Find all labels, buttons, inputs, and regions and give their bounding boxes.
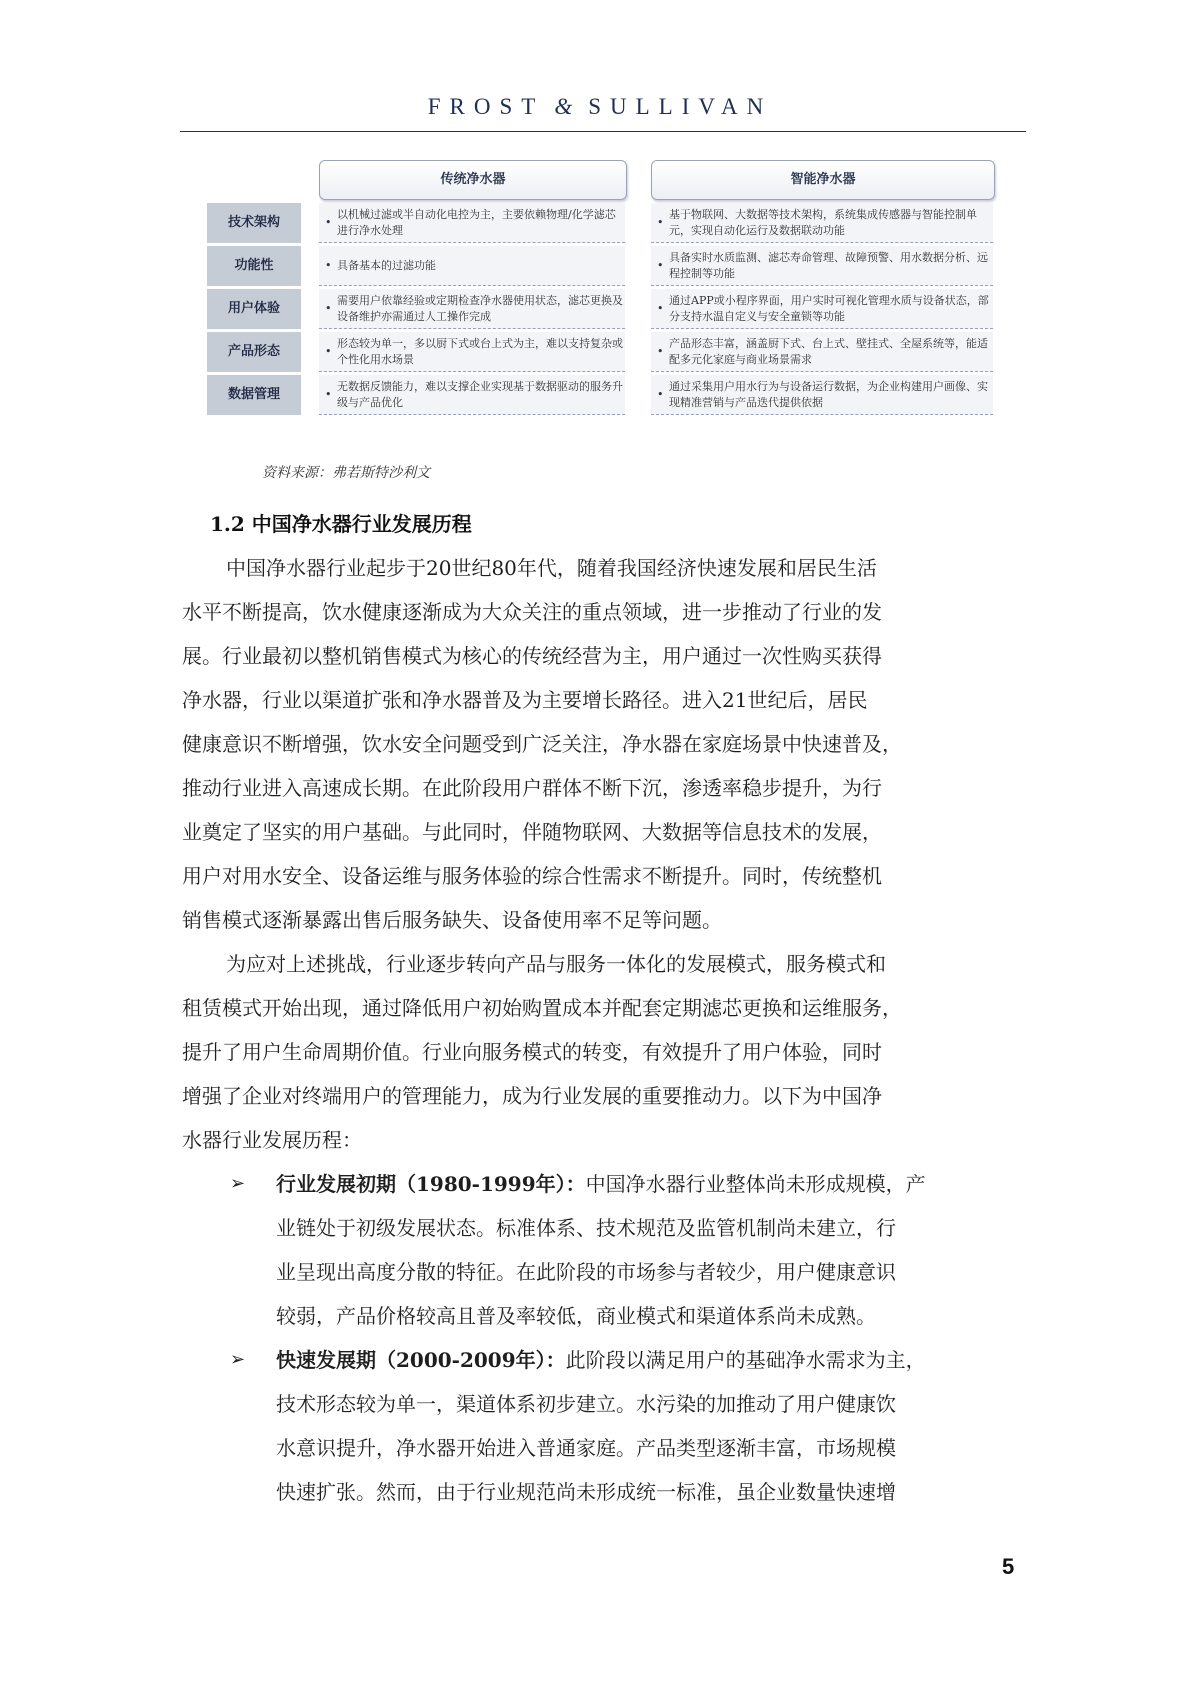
paragraph-line: 为应对上述挑战，行业逐步转向产品与服务一体化的发展模式，服务模式和 (226, 952, 886, 976)
bullet-line: 业呈现出高度分散的特征。在此阶段的市场参与者较少，用户健康意识 (276, 1260, 896, 1284)
bullet-line: 业链处于初级发展状态。标准体系、技术规范及监管机制尚未建立，行 (276, 1216, 896, 1240)
bullet-line: 快速扩张。然而，由于行业规范尚未形成统一标准，虽企业数量快速增 (276, 1480, 896, 1504)
bullet-line: 较弱，产品价格较高且普及率较低，商业模式和渠道体系尚未成熟。 (276, 1304, 876, 1328)
table-row (207, 203, 994, 243)
paragraph-1 (182, 546, 1028, 942)
brand-right: SULLIVAN (588, 94, 773, 119)
cell-smart: • 通过APP或小程序界面，用户实时可视化管理水质与设备状态，部分支持水温自定义与安全童锁等功能 (651, 289, 993, 329)
brand-header (0, 94, 1200, 120)
arrow-bullet-icon: ➢ (230, 1173, 246, 1194)
bullet-line: 技术形态较为单一，渠道体系初步建立。水污染的加推动了用户健康饮 (276, 1392, 896, 1416)
paragraph-line: 推动行业进入高速成长期。在此阶段用户群体不断下沉，渗透率稳步提升，为行 (182, 776, 882, 800)
cell-smart: • 通过采集用户用水行为与设备运行数据，为企业构建用户画像、实现精准营销与产品迭代提供依据 (651, 375, 993, 415)
column-header-smart: 智能净水器 (651, 160, 995, 200)
paragraph-line: 提升了用户生命周期价值。行业向服务模式的转变，有效提升了用户体验，同时 (182, 1040, 882, 1064)
header-rule (180, 131, 1026, 132)
bullet-line: 中国净水器行业整体尚未形成规模，产 (585, 1172, 926, 1196)
column-header-traditional: 传统净水器 (319, 160, 627, 200)
cell-smart: • 具备实时水质监测、滤芯寿命管理、故障预警、用水数据分析、远程控制等功能 (651, 246, 993, 286)
table-row (207, 289, 994, 329)
section-title: 1.2 中国净水器行业发展历程 (210, 512, 472, 536)
cell-traditional: • 需要用户依靠经验或定期检查净水器使用状态，滤芯更换及设备维护亦需通过人工操作完成 (319, 289, 625, 329)
cell-smart: • 产品形态丰富，涵盖厨下式、台上式、壁挂式、全屋系统等，能适配多元化家庭与商业场景需求 (651, 332, 993, 372)
paragraph-line: 用户对用水安全、设备运维与服务体验的综合性需求不断提升。同时，传统整机 (182, 864, 882, 888)
table-row (207, 332, 994, 372)
paragraph-2 (182, 942, 1028, 1162)
source-note: 资料来源：弗若斯特沙利文 (262, 465, 430, 481)
paragraph-line: 增强了企业对终端用户的管理能力，成为行业发展的重要推动力。以下为中国净 (182, 1084, 882, 1108)
paragraph-line: 租赁模式开始出现，通过降低用户初始购置成本并配套定期滤芯更换和运维服务， (182, 996, 902, 1020)
paragraph-line: 水平不断提高，饮水健康逐渐成为大众关注的重点领域，进一步推动了行业的发 (182, 600, 882, 624)
table-row (207, 375, 994, 415)
cell-traditional: • 具备基本的过滤功能 (319, 246, 625, 286)
row-label: 数据管理 (207, 375, 301, 415)
row-label: 用户体验 (207, 289, 301, 329)
paragraph-line: 业奠定了坚实的用户基础。与此同时，伴随物联网、大数据等信息技术的发展， (182, 820, 882, 844)
paragraph-line: 健康意识不断增强，饮水安全问题受到广泛关注，净水器在家庭场景中快速普及， (182, 732, 902, 756)
bullet-text (276, 1162, 1016, 1338)
arrow-bullet-icon: ➢ (230, 1349, 246, 1370)
brand-ampersand: & (554, 94, 573, 119)
row-label: 功能性 (207, 246, 301, 286)
bullet-title: 快速发展期（2000-2009年）： (276, 1348, 566, 1372)
cell-traditional: • 形态较为单一，多以厨下式或台上式为主，难以支持复杂或个性化用水场景 (319, 332, 625, 372)
cell-traditional: • 无数据反馈能力，难以支撑企业实现基于数据驱动的服务升级与产品优化 (319, 375, 625, 415)
paragraph-line: 水器行业发展历程： (182, 1128, 362, 1152)
cell-smart: • 基于物联网、大数据等技术架构，系统集成传感器与智能控制单元，实现自动化运行及数据联动功能 (651, 203, 993, 243)
row-label: 产品形态 (207, 332, 301, 372)
paragraph-line: 中国净水器行业起步于20世纪80年代，随着我国经济快速发展和居民生活 (226, 556, 877, 580)
brand-left: FROST (427, 94, 545, 119)
cell-traditional: • 以机械过滤或半自动化电控为主，主要依赖物理/化学滤芯进行净水处理 (319, 203, 625, 243)
paragraph-line: 展。行业最初以整机销售模式为核心的传统经营为主，用户通过一次性购买获得 (182, 644, 882, 668)
paragraph-line: 净水器，行业以渠道扩张和净水器普及为主要增长路径。进入21世纪后，居民 (182, 688, 868, 712)
page-number: 5 (1002, 1554, 1015, 1579)
bullet-line: 水意识提升，净水器开始进入普通家庭。产品类型逐渐丰富，市场规模 (276, 1436, 896, 1460)
table-row (207, 246, 994, 286)
paragraph-line: 销售模式逐渐暴露出售后服务缺失、设备使用率不足等问题。 (182, 908, 722, 932)
row-label: 技术架构 (207, 203, 301, 243)
bullet-title: 行业发展初期（1980-1999年）： (276, 1172, 586, 1196)
bullet-line: 此阶段以满足用户的基础净水需求为主， (565, 1348, 926, 1372)
bullet-text (276, 1338, 1016, 1514)
